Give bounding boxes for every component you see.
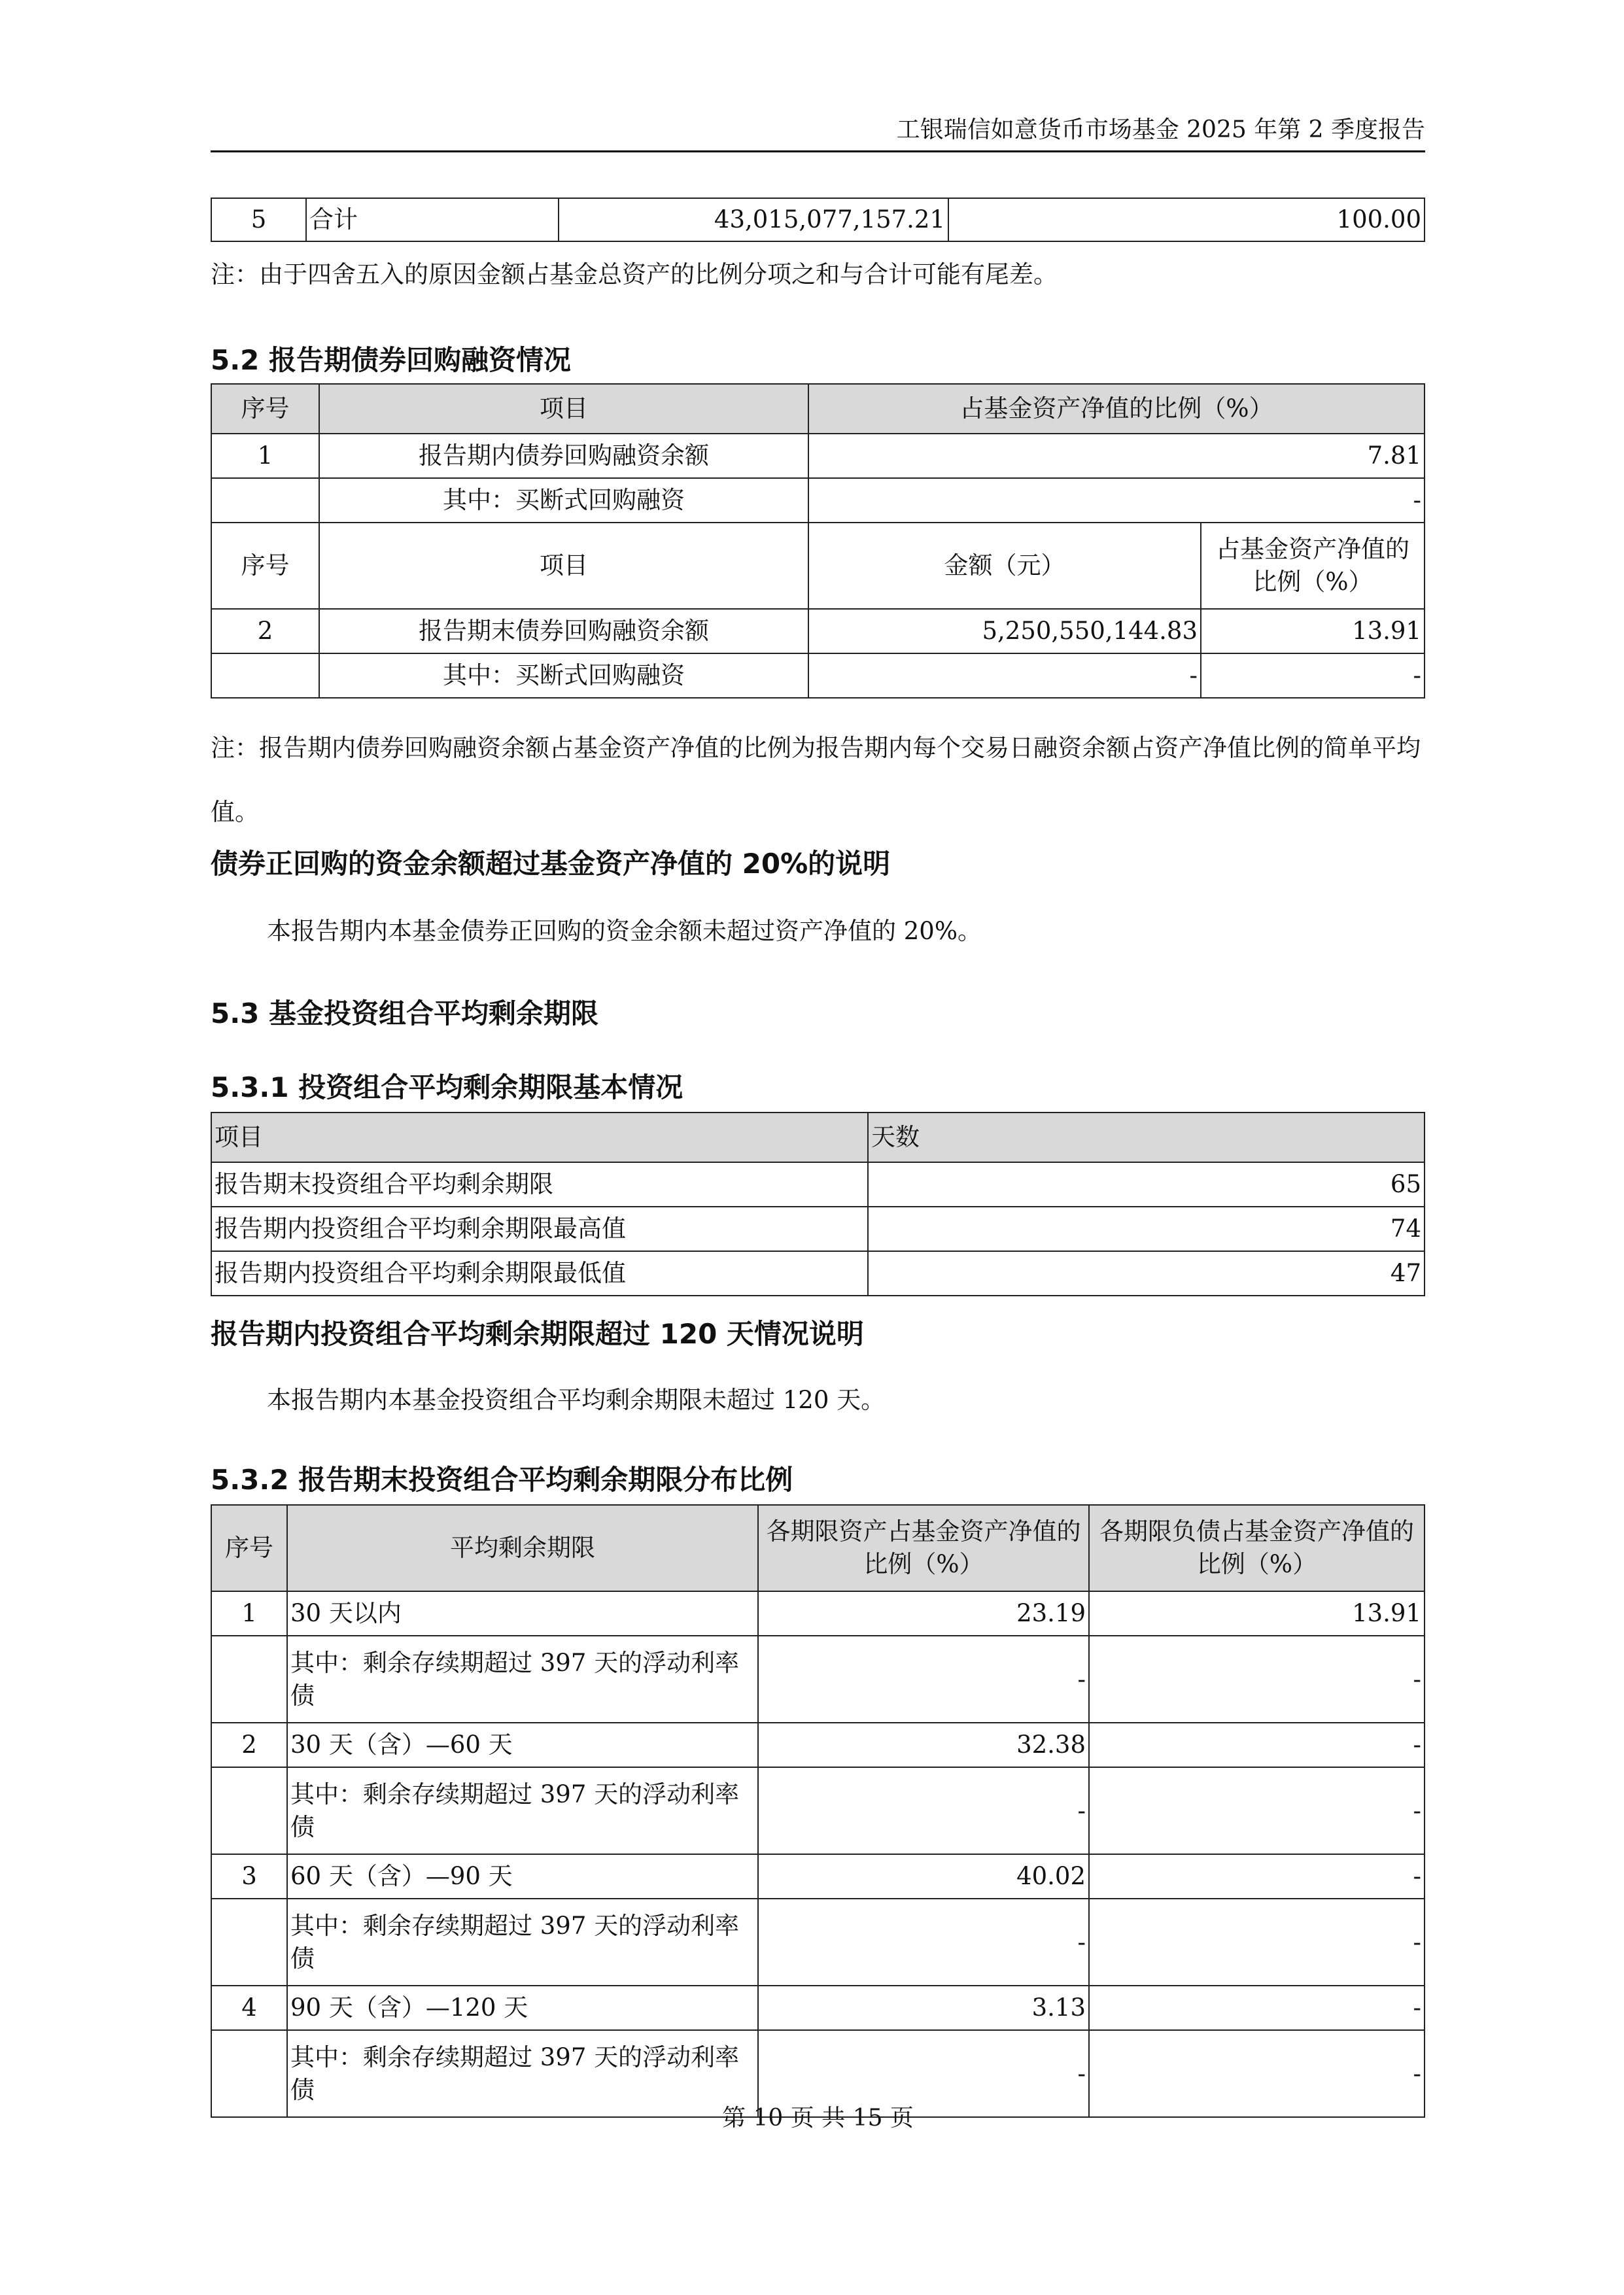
row-label: 60 天（含）—90 天 <box>287 1854 758 1899</box>
term-distribution-table <box>211 1504 1425 2118</box>
row-value: 7.81 <box>808 434 1425 478</box>
row-value: - <box>758 1767 1089 1854</box>
row-value: - <box>808 653 1201 698</box>
row-label: 90 天（含）—120 天 <box>287 1986 758 2030</box>
total-no: 5 <box>211 198 306 241</box>
row-label: 报告期末债券回购融资余额 <box>319 609 808 653</box>
row-label: 其中：买断式回购融资 <box>319 478 808 523</box>
row-value: 13.91 <box>1201 609 1425 653</box>
row-label: 其中：买断式回购融资 <box>319 653 808 698</box>
row-no: 1 <box>211 434 319 478</box>
row-sub-label: 其中：剩余存续期超过 397 天的浮动利率债 <box>287 1767 758 1854</box>
row-value: - <box>758 1636 1089 1723</box>
col-header: 各期限资产占基金资产净值的比例（%） <box>758 1505 1089 1591</box>
col-header: 项目 <box>319 523 808 609</box>
row-value: - <box>758 1899 1089 1986</box>
repo-20pct-text: 本报告期内本基金债券正回购的资金余额未超过资产净值的 20%。 <box>267 917 982 945</box>
row-sub-label: 其中：剩余存续期超过 397 天的浮动利率债 <box>287 2030 758 2117</box>
col-header: 项目 <box>211 1113 868 1162</box>
section-5-2-title: 5.2 报告期债券回购融资情况 <box>211 344 572 376</box>
row-value: 47 <box>868 1251 1425 1296</box>
row-value: - <box>1089 1636 1425 1723</box>
total-label: 合计 <box>306 198 559 241</box>
row-label: 30 天（含）—60 天 <box>287 1723 758 1767</box>
page-header: 工银瑞信如意货币市场基金 2025 年第 2 季度报告 <box>896 116 1425 143</box>
row-value: - <box>1201 653 1425 698</box>
row-value: - <box>1089 2030 1425 2117</box>
row-value: - <box>1089 1899 1425 1986</box>
col-header: 序号 <box>211 523 319 609</box>
row-value: 32.38 <box>758 1723 1089 1767</box>
section-5-3-1-title: 5.3.1 投资组合平均剩余期限基本情况 <box>211 1071 683 1103</box>
row-label: 报告期末投资组合平均剩余期限 <box>211 1162 868 1207</box>
row-sub-label: 其中：剩余存续期超过 397 天的浮动利率债 <box>287 1636 758 1723</box>
row-value: - <box>808 478 1425 523</box>
row-value: 3.13 <box>758 1986 1089 2030</box>
row-value: - <box>1089 1723 1425 1767</box>
asset-total-table <box>211 198 1425 242</box>
row-value: - <box>1089 1854 1425 1899</box>
col-header: 占基金资产净值的比例（%） <box>1201 523 1425 609</box>
row-value: 5,250,550,144.83 <box>808 609 1201 653</box>
page-footer: 第 10 页 共 15 页 <box>722 2105 914 2131</box>
row-no: 4 <box>211 1986 287 2030</box>
over-120-title: 报告期内投资组合平均剩余期限超过 120 天情况说明 <box>211 1318 864 1350</box>
section-5-3-2-title: 5.3.2 报告期末投资组合平均剩余期限分布比例 <box>211 1464 793 1496</box>
section-5-3-title: 5.3 基金投资组合平均剩余期限 <box>211 997 599 1029</box>
row-label: 报告期内投资组合平均剩余期限最低值 <box>211 1251 868 1296</box>
col-header: 平均剩余期限 <box>287 1505 758 1591</box>
note-repo: 注：报告期内债券回购融资余额占基金资产净值的比例为报告期内每个交易日融资余额占资产净值比例的简单平均值。 <box>211 734 1421 826</box>
total-amount: 43,015,077,157.21 <box>559 198 948 241</box>
row-sub-label: 其中：剩余存续期超过 397 天的浮动利率债 <box>287 1899 758 1986</box>
col-header: 序号 <box>211 384 319 434</box>
row-label: 报告期内投资组合平均剩余期限最高值 <box>211 1207 868 1251</box>
total-ratio: 100.00 <box>948 198 1425 241</box>
col-header: 项目 <box>319 384 808 434</box>
row-value: - <box>1089 1767 1425 1854</box>
row-value: 65 <box>868 1162 1425 1207</box>
row-value: - <box>758 2030 1089 2117</box>
row-no: 2 <box>211 1723 287 1767</box>
over-120-text: 本报告期内本基金投资组合平均剩余期限未超过 120 天。 <box>267 1386 886 1414</box>
row-value: 13.91 <box>1089 1591 1425 1636</box>
row-no: 2 <box>211 609 319 653</box>
avg-term-table <box>211 1112 1425 1296</box>
col-header: 天数 <box>868 1113 1425 1162</box>
row-value: - <box>1089 1986 1425 2030</box>
col-header: 序号 <box>211 1505 287 1591</box>
row-value: 40.02 <box>758 1854 1089 1899</box>
row-no: 3 <box>211 1854 287 1899</box>
col-header: 金额（元） <box>808 523 1201 609</box>
row-label: 30 天以内 <box>287 1591 758 1636</box>
row-value: 74 <box>868 1207 1425 1251</box>
row-no: 1 <box>211 1591 287 1636</box>
row-value: 23.19 <box>758 1591 1089 1636</box>
row-label: 报告期内债券回购融资余额 <box>319 434 808 478</box>
repo-table <box>211 383 1425 699</box>
note-rounding: 注：由于四舍五入的原因金额占基金总资产的比例分项之和与合计可能有尾差。 <box>211 260 1058 288</box>
repo-20pct-title: 债券正回购的资金余额超过基金资产净值的 20%的说明 <box>211 848 891 880</box>
col-header: 占基金资产净值的比例（%） <box>808 384 1425 434</box>
col-header: 各期限负债占基金资产净值的比例（%） <box>1089 1505 1425 1591</box>
header-rule <box>211 150 1425 152</box>
